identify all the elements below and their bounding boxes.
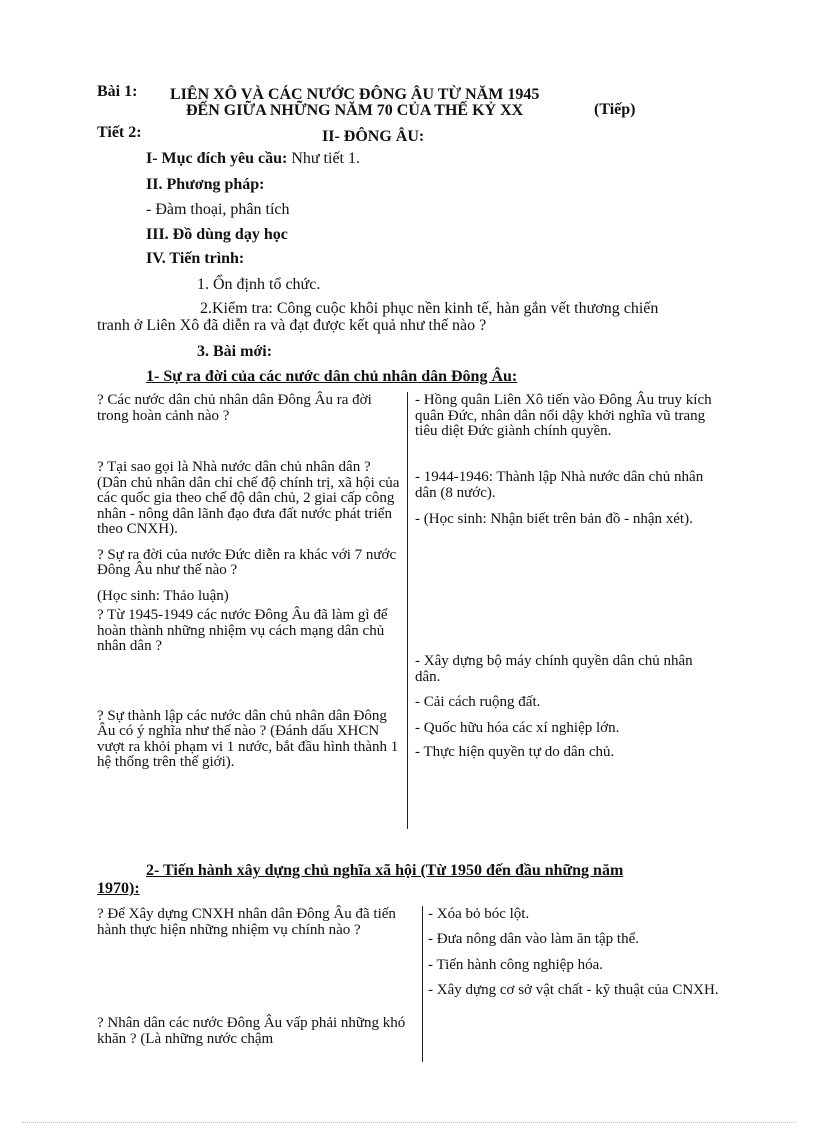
section-2-question-1: ? Để Xây dựng CNXH nhân dân Đông Âu đã tiến hành thực hiện những nhiệm vụ chính nào ?	[97, 906, 396, 938]
section-2-answer-1: - Xóa bỏ bóc lột.	[428, 906, 530, 922]
answer-3: - (Học sinh: Nhận biết trên bản đồ - nhận xét).	[415, 511, 693, 527]
section-2-column-divider	[422, 906, 423, 1062]
method-value: - Đàm thoại, phân tích	[146, 201, 290, 218]
section-2-heading-line1: 2- Tiến hành xây dựng chủ nghĩa xã hội (Từ 1950 đến đầu những năm	[146, 862, 624, 879]
step-1: 1. Ổn định tổ chức.	[197, 276, 321, 293]
procedure-label: IV. Tiến trình:	[146, 250, 245, 267]
question-3: ? Sự ra đời của nước Đức diễn ra khác với 7 nước Đông Âu như thế nào ?	[97, 546, 397, 578]
step-3: 3. Bài mới:	[197, 343, 273, 360]
section-1-heading: 1- Sự ra đời của các nước dân chủ nhân dân Đông Âu:	[146, 368, 518, 385]
lesson-title-suffix: (Tiếp)	[594, 101, 636, 118]
lesson-number: Bài 1:	[97, 83, 138, 100]
objective-label: I- Mục đích yêu cầu:	[146, 150, 288, 167]
answer-2: - 1944-1946: Thành lập Nhà nước dân chủ nhân dân (8 nước).	[415, 469, 704, 501]
lesson-title-line2: ĐẾN GIỮA NHỮNG NĂM 70 CỦA THẾ KỶ XX	[186, 102, 524, 119]
question-4: ? Từ 1945-1949 các nước Đông Âu đã làm gì để hoàn thành những nhiệm vụ cách mạng dân chủ nhân dân ?	[97, 607, 388, 654]
objective-value: Như tiết 1.	[291, 150, 360, 167]
lesson-title-line1: LIÊN XÔ VÀ CÁC NƯỚC ĐÔNG ÂU TỪ NĂM 1945	[170, 86, 540, 103]
method-label: II. Phương pháp:	[146, 176, 265, 193]
period-label: Tiết 2:	[97, 124, 142, 141]
materials-label: III. Đồ dùng dạy học	[146, 226, 288, 243]
answer-7: - Thực hiện quyền tự do dân chủ.	[415, 744, 615, 760]
question-3-note: (Học sinh: Thảo luận)	[97, 587, 229, 604]
section-1-column-divider	[407, 392, 408, 829]
section-title: II- ĐÔNG ÂU:	[322, 128, 425, 145]
objective-line	[146, 150, 360, 168]
section-2-heading-line2: 1970):	[97, 880, 140, 897]
question-2: ? Tại sao gọi là Nhà nước dân chủ nhân dân ? (Dân chủ nhân dân chỉ chế độ chính trị, xã hội của các quốc gia theo chế độ dân chủ, 2 giai cấp công nhân - nông dân lãnh đạo đưa đất nước phát triển theo CNXH).	[97, 459, 400, 537]
step-2-line2: tranh ở Liên Xô đã diễn ra và đạt được kết quả như thế nào ?	[97, 317, 487, 334]
section-2-question-2: ? Nhân dân các nước Đông Âu vấp phải những khó khăn ? (Là những nước chậm	[97, 1015, 406, 1047]
step-2-line1: 2.Kiểm tra: Công cuộc khôi phục nền kinh tế, hàn gắn vết thương chiến	[200, 300, 659, 317]
answer-1: - Hồng quân Liên Xô tiến vào Đông Âu truy kích quân Đức, nhân dân nổi dậy khởi nghĩa vũ trang tiêu diệt Đức giành chính quyền.	[415, 392, 712, 439]
question-5: ? Sự thành lập các nước dân chủ nhân dân Đông Âu có ý nghĩa như thế nào ? (Đánh dấu XHCN vượt ra khỏi phạm vi 1 nước, bắt đầu hình thành 1 hệ thống trên thế giới).	[97, 707, 399, 770]
section-2-answer-2: - Đưa nông dân vào làm ăn tập thể.	[428, 931, 639, 947]
section-2-answer-4: - Xây dựng cơ sở vật chất - kỹ thuật của CNXH.	[428, 982, 719, 998]
answer-4: - Xây dựng bộ máy chính quyền dân chủ nhân dân.	[415, 653, 693, 685]
answer-6: - Quốc hữu hóa các xí nghiệp lớn.	[415, 720, 620, 736]
section-2-answer-3: - Tiến hành công nghiệp hóa.	[428, 957, 603, 973]
answer-5: - Cải cách ruộng đất.	[415, 694, 541, 710]
question-1: ? Các nước dân chủ nhân dân Đông Âu ra đời trong hoàn cảnh nào ?	[97, 392, 372, 424]
section-1-questions	[97, 393, 402, 781]
